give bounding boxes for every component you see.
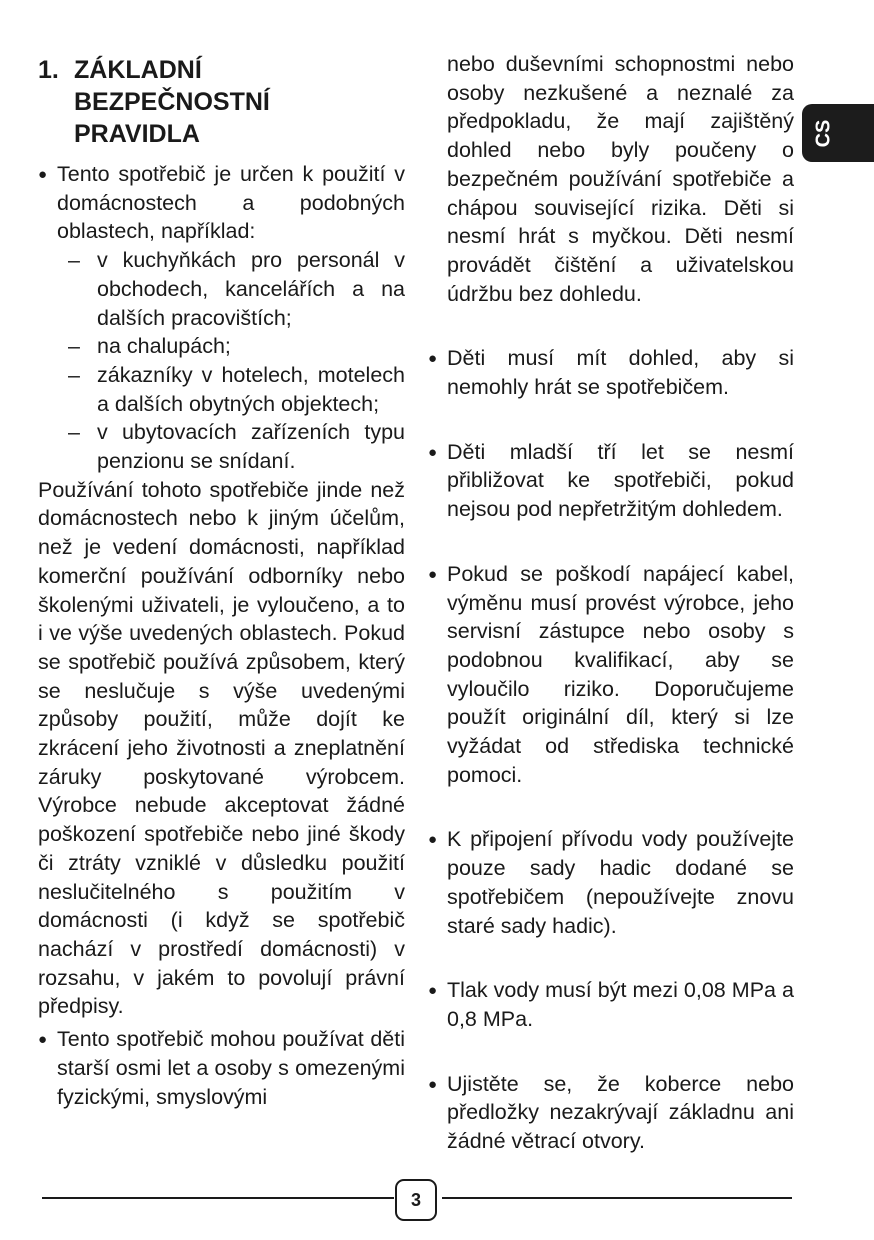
language-tab: [802, 104, 874, 162]
bullet-text: Tento spotřebič mohou používat děti starší osmi let a osoby s omezenými fyzickými, smyslovými: [57, 1027, 405, 1109]
right-column: [428, 50, 794, 1156]
bullet-dot: ●: [428, 831, 438, 849]
bullet-text: Ujistěte se, že koberce nebo předložky nezakrývají základnu ani žádné větrací otvory.: [447, 1071, 794, 1154]
dash-mark: –: [68, 248, 80, 273]
bullet-dot: ●: [38, 1031, 48, 1049]
dash-mark: –: [68, 334, 80, 359]
dash-item-text: zákazníky v hotelech, motelech a dalších obytných objektech;: [97, 362, 405, 416]
bullet-item: [428, 1070, 794, 1156]
bullet-text: Děti musí mít dohled, aby si nemohly hrát se spotřebičem.: [447, 346, 794, 400]
dash-item: [68, 361, 405, 418]
bullet-item: [428, 344, 794, 401]
dash-item: [68, 246, 405, 332]
dash-item: [68, 332, 405, 361]
bullet-item: [38, 160, 405, 246]
bullet-dot: ●: [428, 350, 438, 368]
bullet-text: Pokud se poškodí napájecí kabel, výměnu musí provést výrobce, jeho servisní zástupce nebo osoby s podobnou kvalifikací, aby se vyloučilo riziko. Doporučujeme použít originální díl, který si lze vyžádat od střediska technické pomoci.: [447, 561, 794, 787]
bullet-dot: ●: [428, 443, 438, 461]
dash-mark: –: [68, 362, 80, 387]
section-heading: [38, 54, 405, 150]
bullet-item: [428, 560, 794, 790]
bullet-text: Děti mladší tří let se nesmí přibližovat ke spotřebiči, pokud nejsou pod nepřetržitým dohledem.: [447, 439, 794, 522]
dash-item-text: v kuchyňkách pro personál v obchodech, kancelářích a na dalších pracovištích;: [97, 248, 405, 330]
bullet-dot: ●: [428, 565, 438, 583]
dash-item: [68, 418, 405, 475]
bullet-text: K připojení přívodu vody používejte pouze sady hadic dodané se spotřebičem (nepoužívejte znovu staré sady hadic).: [447, 827, 794, 938]
dash-mark: –: [68, 420, 80, 445]
left-column: [38, 50, 405, 1111]
bullet-dot: ●: [428, 1075, 438, 1093]
bullet-item: [428, 825, 794, 940]
bullet-item: [428, 438, 794, 524]
dash-list: [68, 246, 405, 476]
footer-rule-right: [442, 1197, 792, 1199]
bullet-item: [428, 976, 794, 1033]
section-number: 1.: [38, 56, 59, 84]
bullet-dot: ●: [428, 982, 438, 1000]
footer-rule-left: [42, 1197, 394, 1199]
section-title: ZÁKLADNÍ BEZPEČNOSTNÍ PRAVIDLA: [74, 56, 270, 148]
dash-item-text: na chalupách;: [97, 334, 231, 359]
bullet-text: Tlak vody musí být mezi 0,08 MPa a 0,8 MPa.: [447, 978, 794, 1031]
body-paragraph: Používání tohoto spotřebiče jinde než domácnostech nebo k jiným účelům, než je vedení domácnosti, například komerční používání odborníky nebo školenými uživateli, je vyloučeno, a to i ve výše uvedených oblastech. Pokud se spotřebič používá způsobem, který se neslučuje s výše uvedenými způsoby použití, může dojít ke zkrácení jeho životnosti a zneplatnění záruky poskytované výrobcem. Výrobce nebude akceptovat žádné poškození spotřebiče nebo jiné škody či ztráty vzniklé v důsledku použití neslučitelného s použitím v domácnosti (i když se spotřebič nachází v prostředí domácnosti) v rozsahu, v jakém to povolují právní předpisy.: [38, 477, 405, 1019]
language-label: CS: [812, 119, 835, 147]
continued-text: nebo duševními schopnostmi nebo osoby nezkušené a neznalé za předpokladu, že mají zajištěný dohled nebo byly poučeny o bezpečném používání spotřebiče a chápou související rizika. Děti si nesmí hrát s myčkou. Děti nesmí provádět čištění a uživatelskou údržbu bez dohledu.: [447, 52, 794, 306]
bullet-item: [38, 1025, 405, 1111]
dash-item-text: v ubytovacích zařízeních typu penzionu se snídaní.: [97, 420, 405, 474]
bullet-dot: ●: [38, 166, 48, 183]
page-number: 3: [395, 1179, 437, 1221]
bullet-text: Tento spotřebič je určen k použití v domácnostech a podobných oblastech, například:: [57, 162, 405, 244]
